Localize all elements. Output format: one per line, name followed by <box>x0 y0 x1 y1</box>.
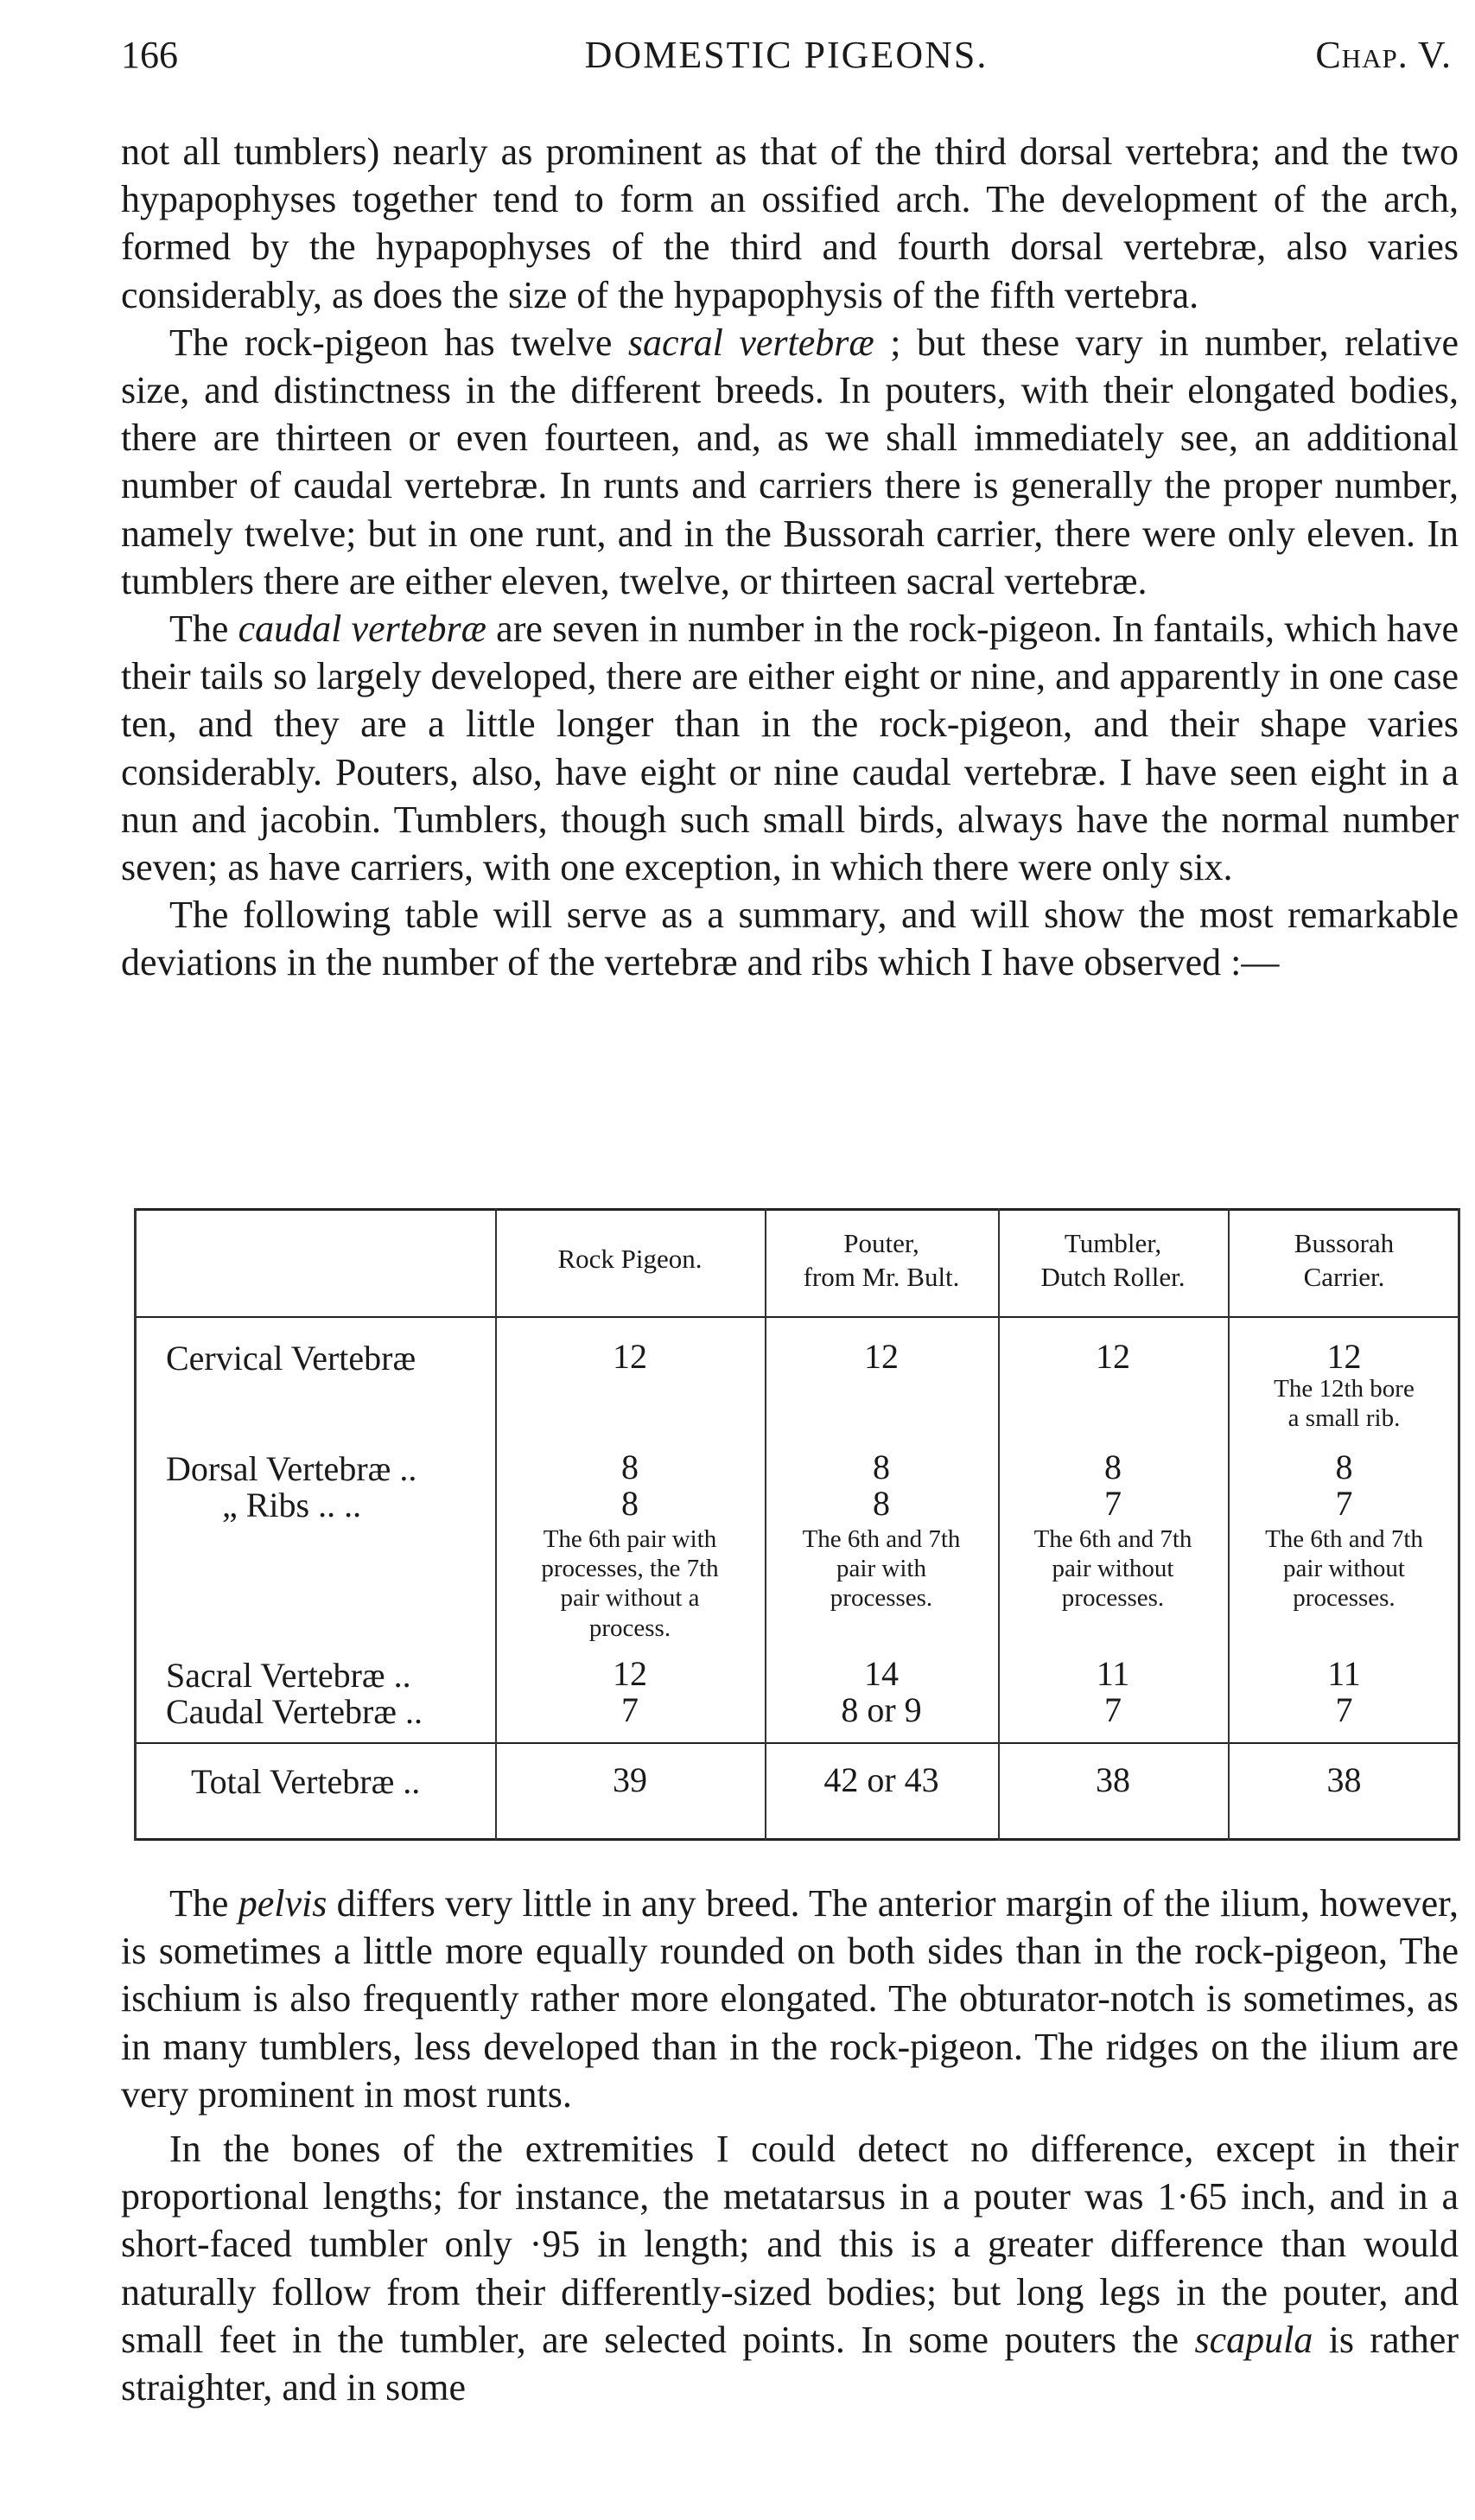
body-text-top <box>121 128 1459 987</box>
cell-rib-note: The 6th and 7th pair without processes. <box>1265 1525 1423 1613</box>
table-rule-bottom <box>134 1838 1460 1841</box>
chapter-label: Chap. V. <box>1315 34 1452 76</box>
paragraph: The rock-pigeon has twelve sacral vertebræ ; but these vary in number, relative size, and distinctness in the different breeds. In pouters, with their elongated bodies, there are thirteen or even fourteen, and, as we shall immediately see, an additional number of caudal vertebræ. In runts and carriers there is generally the proper number, namely twelve; but in one runt, and in the Bussorah carrier, there were only eleven. In tumblers there are either eleven, twelve, or thirteen sacral vertebræ. <box>121 321 1459 602</box>
cell-rib-note: The 6th and 7th pair without processes. <box>1033 1525 1192 1613</box>
cell-ribs: 8 <box>873 1484 890 1523</box>
cell-rib-note: The 6th and 7th pair with processes. <box>802 1525 961 1613</box>
col-header-tumbler: Tumbler, Dutch Roller. <box>1040 1228 1186 1292</box>
table-rule-total <box>134 1742 1460 1744</box>
cell-ribs: 7 <box>1104 1484 1122 1523</box>
cell-cervical: 12 <box>613 1337 647 1376</box>
cell-dorsal: 8 <box>873 1448 890 1486</box>
cell-total: 42 or 43 <box>823 1760 939 1799</box>
row-label-sacral: Sacral Vertebræ .. <box>166 1656 411 1695</box>
paragraph: The pelvis differs very little in any breed. The anterior margin of the ilium, however, is sometimes a little more equally rounded on both sides than in the rock-pigeon, The ischium is also frequently rather more elongated. The obturator-notch is sometimes, as in many tumblers, less developed than in the rock-pigeon. The ridges on the ilium are very prominent in most runts. <box>121 1882 1459 2116</box>
body-text-bottom <box>121 1880 1459 2411</box>
row-label-ribs: „ Ribs .. .. <box>222 1486 362 1524</box>
cell-cervical: 12 <box>1096 1337 1130 1376</box>
vertebrae-table <box>134 1208 1460 1841</box>
cell-sacral: 12 <box>613 1654 647 1693</box>
cell-total: 38 <box>1096 1760 1130 1799</box>
table-rule-top <box>134 1208 1460 1211</box>
cell-total: 39 <box>613 1760 647 1799</box>
cell-dorsal: 8 <box>1335 1448 1353 1486</box>
cell-ribs: 8 <box>621 1484 639 1523</box>
cell-total: 38 <box>1326 1760 1362 1799</box>
row-label-dorsal: Dorsal Vertebræ .. <box>166 1449 417 1488</box>
cell-sacral: 11 <box>1096 1654 1130 1693</box>
table-rule-header <box>134 1316 1460 1318</box>
cell-cervical: 12 <box>1326 1337 1362 1376</box>
cell-rib-note: The 6th pair with processes, the 7th pair without a process. <box>541 1525 719 1642</box>
row-label-total: Total Vertebræ .. <box>191 1762 421 1801</box>
col-header-bussorah: Bussorah Carrier. <box>1294 1228 1395 1292</box>
row-label-caudal: Caudal Vertebræ .. <box>166 1692 423 1731</box>
cell-ribs: 7 <box>1335 1484 1353 1523</box>
cell-caudal: 7 <box>1104 1690 1122 1729</box>
col-header-rock-pigeon: Rock Pigeon. <box>557 1244 703 1274</box>
cell-cervical-note: The 12th bore a small rib. <box>1274 1375 1415 1433</box>
table-border-left <box>134 1208 137 1841</box>
cell-cervical: 12 <box>864 1337 899 1376</box>
cell-sacral: 11 <box>1327 1654 1361 1693</box>
paragraph: The caudal vertebræ are seven in number in the rock-pigeon. In fantails, which have their tails so largely developed, there are either eight or nine, and apparently in one case ten, and they are a little longer than in the rock-pigeon, and their shape varies considerably. Pouters, also, have eight or nine caudal vertebræ. I have seen eight in a nun and jacobin. Tumblers, though such small birds, always have the normal number seven; as have carriers, with one exception, in which there were only six. <box>121 608 1459 889</box>
paragraph: In the bones of the extremities I could detect no difference, except in their proportional lengths; for instance, the metatarsus in a pouter was 1·65 inch, and in a short-faced tumbler only ·95 in length; and this is a greater difference than would naturally follow from their differently-sized bodies; but long legs in the pouter, and small feet in the tumbler, are selected points. In some pouters the scapula is rather straighter, and in some <box>121 2128 1459 2409</box>
cell-dorsal: 8 <box>1104 1448 1122 1486</box>
paragraph: not all tumblers) nearly as prominent as that of the third dorsal vertebra; and the two hypapophyses together tend to form an ossified arch. The development of the arch, formed by the hypapophyses of the third and fourth dorsal vertebræ, also varies considerably, as does the size of the hypapophysis of the fifth vertebra. <box>121 130 1459 316</box>
cell-dorsal: 8 <box>621 1448 639 1486</box>
cell-caudal: 7 <box>1335 1690 1353 1729</box>
running-header <box>121 33 1452 85</box>
page-number: 166 <box>121 34 178 76</box>
cell-sacral: 14 <box>864 1654 899 1693</box>
cell-caudal: 8 or 9 <box>841 1690 922 1729</box>
row-label-cervical: Cervical Vertebræ <box>166 1339 416 1378</box>
paragraph: The following table will serve as a summary, and will show the most remarkable deviations in the number of the vertebræ and ribs which I have observed :— <box>121 894 1459 984</box>
cell-caudal: 7 <box>621 1690 639 1729</box>
running-title: DOMESTIC PIGEONS. <box>584 34 989 76</box>
col-header-pouter: Pouter, from Mr. Bult. <box>803 1228 960 1292</box>
